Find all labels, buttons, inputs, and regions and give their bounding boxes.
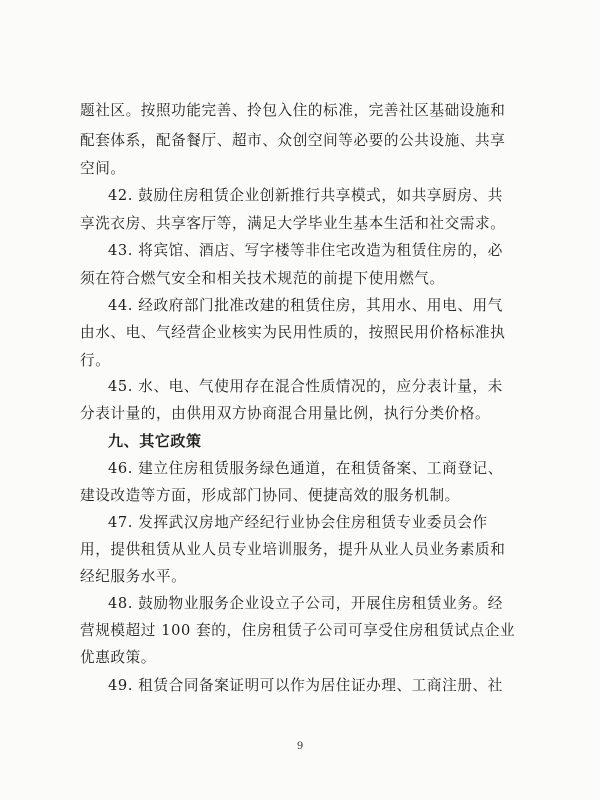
clause-43: 43. 将宾馆、酒店、写字楼等非住宅改造为租赁住房的，必 bbox=[108, 242, 503, 259]
clause-48: 48. 鼓励物业服务企业设立子公司，开展住房租赁业务。经 bbox=[108, 595, 503, 612]
section-heading: 九、其它政策 bbox=[108, 432, 202, 450]
paragraph-line: 分表计量的，由供用双方协商混合用量比例，执行分类价格。 bbox=[80, 405, 491, 422]
paragraph-line: 经纪服务水平。 bbox=[80, 568, 187, 585]
bleed-through-text bbox=[92, 152, 522, 167]
paragraph-line: 优惠政策。 bbox=[80, 649, 156, 666]
paragraph-line: 配套体系，配备餐厅、超市、众创空间等必要的公共设施、共享 bbox=[80, 132, 506, 149]
paragraph-line: 空间。 bbox=[80, 160, 126, 177]
clause-49: 49. 租赁合同备案证明可以作为居住证办理、工商注册、社 bbox=[108, 677, 503, 694]
paragraph-line: 享洗衣房、共享客厅等，满足大学毕业生基本生活和社交需求。 bbox=[80, 215, 506, 232]
paragraph-line: 营规模超过 100 套的，住房租赁子公司可享受住房租赁试点企业 bbox=[80, 622, 516, 639]
clause-46: 46. 建立住房租赁服务绿色通道，在租赁备案、工商登记、 bbox=[108, 460, 503, 477]
clause-42: 42. 鼓励住房租赁企业创新推行共享模式，如共享厨房、共 bbox=[108, 187, 503, 204]
paragraph-line: 行。 bbox=[80, 352, 111, 369]
paragraph-line: 建设改造等方面，形成部门协同、便捷高效的服务机制。 bbox=[80, 487, 460, 504]
paragraph-line: 须在符合燃气安全和相关技术规范的前提下使用燃气。 bbox=[80, 270, 445, 287]
page-number: 9 bbox=[296, 741, 304, 752]
clause-47: 47. 发挥武汉房地产经纪行业协会住房租赁专业委员会作 bbox=[108, 514, 488, 531]
clause-44: 44. 经政府部门批准改建的租赁住房，其用水、用电、用气 bbox=[108, 297, 503, 314]
paragraph-line: 用，提供租赁从业人员专业培训服务，提升从业人员业务素质和 bbox=[80, 541, 506, 558]
clause-45: 45. 水、电、气使用存在混合性质情况的，应分表计量，未 bbox=[108, 378, 503, 395]
paragraph-line: 题社区。按照功能完善、拎包入住的标准，完善社区基础设施和 bbox=[80, 102, 506, 119]
paragraph-line: 由水、电、气经营企业核实为民用性质的，按照民用价格标准执 bbox=[80, 324, 506, 341]
